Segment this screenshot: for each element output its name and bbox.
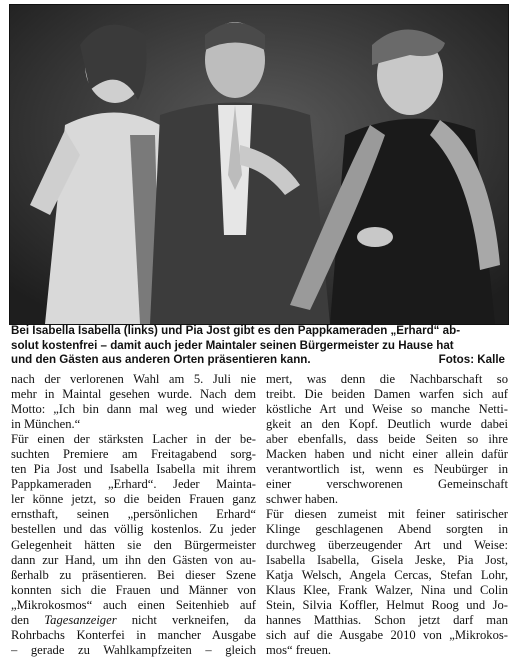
article-line: „Mikrokosmos“ auch einen Seitenhieb auf	[11, 597, 256, 612]
article-line: dann zur Hand, um ihn den Gästen von au-	[11, 552, 256, 567]
newspaper-name: Tagesanzeiger	[44, 612, 117, 627]
article-line: ler könne jetzt, so die beiden Frauen ganz	[11, 492, 256, 507]
article-line: aber ebenfalls, dass beide Seiten so ihre	[266, 432, 508, 447]
article-line: durchweg überzeugender Art und Weise:	[266, 537, 508, 552]
article-photo	[9, 4, 509, 325]
article-line: Gelegenheit hätten sie den Bürgermeister	[11, 537, 256, 552]
article-line: Klaus Klee, Frank Walzer, Nina und Colin	[266, 582, 508, 597]
article-line: Macken haben und nicht einer allein dafür	[266, 447, 508, 462]
article-line: Motto: „Ich bin dann mal weg und wieder	[11, 402, 256, 417]
caption-line: und den Gästen aus anderen Orten präsentieren kann.	[11, 353, 311, 366]
article-line: in München.“	[11, 417, 81, 432]
photo-credit: Fotos: Kalle	[438, 353, 505, 366]
article-column-right	[266, 372, 508, 658]
article-line: Klinge geschlagenen Abend sorgten in	[266, 522, 508, 537]
article-line: suchten Premiere am Freitagabend sorg-	[11, 447, 256, 462]
article-line: ernsthaft, seinen „persönlichen Erhard“	[11, 507, 256, 522]
article-line: gkeit an den Kopf. Deutlich wurde dabei	[266, 417, 508, 432]
photo-caption	[11, 324, 505, 368]
article-line: konnten sich die Frauen und Männer von	[11, 582, 256, 597]
article-line: den Tagesanzeiger nicht verkneifen, da	[11, 612, 256, 627]
article-line: ten Pia Jost und Isabella Isabella mit ihrem	[11, 462, 256, 477]
caption-line: Bei Isabella Isabella (links) und Pia Jost gibt es den Pappkameraden „Erhard“ ab-	[11, 324, 461, 337]
article-line: mos“ freuen.	[266, 642, 332, 657]
article-line: Rohrbachs Konterfei in mancher Ausgabe	[11, 627, 256, 642]
article-line: bestellen und das völlig kostenlos. Zu jeder	[11, 522, 256, 537]
article-line: mert, was denn die Nachbarschaft so	[266, 372, 508, 386]
article-line: nach der verlorenen Wahl am 5. Juli nie	[11, 372, 256, 386]
article-line: Pappkameraden „Erhard“. Jeder Mainta-	[11, 477, 256, 492]
photo-illustration	[10, 5, 508, 324]
article-line: Isabella Isabella, Gisela Jeske, Pia Jost,	[266, 552, 508, 567]
article-column-left	[11, 372, 256, 658]
article-line: Für diesen zumeist mit feiner satirischer	[266, 507, 508, 522]
caption-line: solut kostenfrei – damit auch jeder Maintaler seinen Bürgermeister zu Hause hat	[11, 338, 454, 352]
article-line: mehr in Maintal gesehen wurde. Nach dem	[11, 387, 256, 402]
article-line: sich auf die Ausgabe 2010 von „Mikrokos-	[266, 627, 508, 642]
article-line: – gerade zu Wahlkampfzeiten – gleich	[11, 642, 256, 657]
caption-last-line	[11, 353, 505, 368]
article-line: hannes Matthias. Schon jetzt darf man	[266, 612, 508, 627]
article-line: einer verschworenen Gemeinschaft	[266, 477, 508, 492]
article-line: verantwortlich ist, wenn es Neubürger in	[266, 462, 508, 477]
article-line: schwer haben.	[266, 492, 339, 507]
article-line: Für einen der stärksten Lacher in der be-	[11, 432, 256, 447]
article-line: köstliche Art und Weise so manche Netti-	[266, 402, 508, 417]
article-line: Stein, Silvia Koffler, Helmut Roog und Jo-	[266, 597, 508, 612]
article-line: treibt. Die beiden Damen warfen sich auf	[266, 387, 508, 402]
article-line: Katja Welsch, Angela Cercas, Stefan Lohr,	[266, 567, 508, 582]
article-line: ßerhalb zu präsentieren. Bei dieser Szene	[11, 567, 256, 582]
